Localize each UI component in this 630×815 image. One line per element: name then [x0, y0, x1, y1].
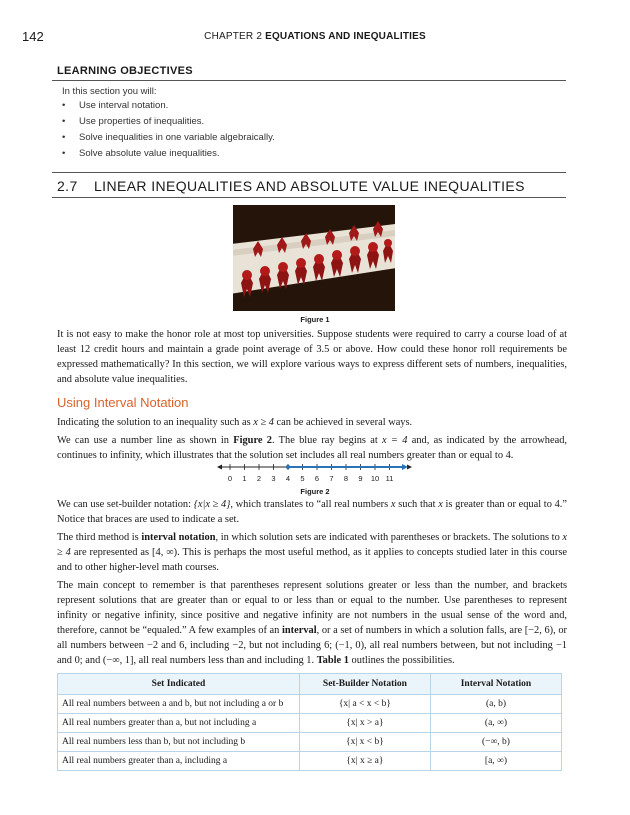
section-number: 2.7 [57, 178, 78, 194]
tick-label: 11 [385, 474, 394, 483]
figure-2-caption: Figure 2 [300, 487, 330, 496]
interval-notation-table [57, 673, 562, 771]
paragraph-4: The third method is interval notation, in which solution sets are indicated with parentheses or brackets. The solutions to x ≥ 4 are represented as [4, ∞). This is perhaps the most useful method, as it applies to concepts studied later in this course and to other higher-level math courses. [57, 532, 567, 573]
tick-label: 3 [271, 474, 276, 483]
objectives-intro: In this section you will: [62, 86, 157, 97]
divider [52, 80, 566, 81]
tick-label: 5 [300, 474, 305, 483]
table-row [58, 714, 562, 733]
tick-label: 8 [343, 474, 349, 483]
table-cell: {x| x < b} [299, 733, 430, 752]
table-cell: All real numbers greater than a, including a [58, 752, 300, 771]
figure-2-ref[interactable]: Figure 2 [233, 435, 272, 446]
table-1-ref[interactable]: Table 1 [316, 655, 349, 666]
column-header: Set Indicated [58, 674, 300, 695]
paragraph-2: We can use a number line as shown in Figure 2. The blue ray begins at x = 4 and, as indicated by the arrowhead, continues to infinity, which illustrates that the solution set includes all real numbers greater than or equal to 4. [57, 435, 567, 461]
table-cell: {x| x > a} [299, 714, 430, 733]
table-cell: All real numbers between a and b, but not including a or b [58, 695, 300, 714]
subsection-heading: Using Interval Notation [57, 395, 189, 410]
section-title-text: LINEAR INEQUALITIES AND ABSOLUTE VALUE INEQUALITIES [93, 178, 525, 194]
learning-objectives-heading: LEARNING OBJECTIVES [57, 65, 193, 77]
figure-1-caption: Figure 1 [300, 315, 330, 324]
table-row [58, 695, 562, 714]
page-number: 142 [22, 29, 44, 44]
running-header [0, 31, 630, 42]
tick-label: 1 [242, 474, 247, 483]
divider [52, 172, 566, 173]
list-item: • Solve absolute value inequalities. [62, 148, 220, 159]
table-cell: All real numbers less than b, but not including b [58, 733, 300, 752]
table-cell: [a, ∞) [430, 752, 561, 771]
table-cell: {x| x ≥ a} [299, 752, 430, 771]
tick-label: 7 [329, 474, 334, 483]
number-line-figure [217, 461, 412, 485]
tick-label: 9 [358, 474, 363, 483]
table-row [58, 752, 562, 771]
intro-paragraph: It is not easy to make the honor role at most top universities. Suppose students were required to carry a course load of at least 12 credit hours and maintain a grade point average of 3.5 or above. How could these honor roll requirements be expressed mathematically? In this section, we will explore various ways to express different sets of numbers, inequalities, and absolute value inequalities. [57, 329, 567, 385]
table-header-row [58, 674, 562, 695]
divider [52, 197, 566, 198]
paragraph-1: Indicating the solution to an inequality such as x ≥ 4 can be achieved in several ways. [57, 417, 413, 428]
term-interval: interval [281, 625, 317, 636]
table-cell: (−∞, b) [430, 733, 561, 752]
tick-label: 4 [285, 474, 291, 483]
table-cell: {x| a < x < b} [299, 695, 430, 714]
photo-illustration [233, 205, 395, 311]
paragraph-5: The main concept to remember is that parentheses represent solutions greater or less than the number, and brackets represent solutions that are greater than or equal to or less than or equal to the number. Use parentheses to represent infinity or negative infinity, since positive and negative infinity are not numbers in the usual sense of the word and, therefore, cannot be “equaled.” A few examples of an interval, or a set of numbers in which a solution falls, are [−2, 6), or all numbers between −2 and 6, including −2, but not including 6; (−1, 0), all real numbers between, but not including −1 and 0; and (−∞, 1], all real numbers less than and including 1. Table 1 outlines the possibilities. [57, 580, 567, 666]
section-title [57, 178, 525, 194]
honor-cords-photo [233, 205, 395, 311]
list-item: • Use properties of inequalities. [62, 116, 205, 127]
objectives-list [62, 99, 275, 163]
chapter-label: CHAPTER 2 [204, 31, 263, 42]
tick-label: 6 [314, 474, 320, 483]
tick-label: 10 [370, 474, 380, 483]
column-header: Set-Builder Notation [299, 674, 430, 695]
table-cell: All real numbers greater than a, but not including a [58, 714, 300, 733]
tick-label: 0 [227, 474, 233, 483]
chapter-title: EQUATIONS AND INEQUALITIES [265, 31, 426, 42]
list-item: • Solve inequalities in one variable algebraically. [62, 132, 275, 143]
left-arrowhead [217, 465, 222, 470]
tick-label: 2 [256, 474, 262, 483]
list-item: • Use interval notation. [62, 100, 169, 111]
paragraph-3: We can use set-builder notation: {x|x ≥ 4}, which translates to “all real numbers x such that x is greater than or equal to 4.” Notice that braces are used to indicate a set. [57, 499, 567, 525]
table-row [58, 733, 562, 752]
term-interval-notation: interval notation [141, 532, 216, 543]
table-cell: (a, b) [430, 695, 561, 714]
column-header: Interval Notation [430, 674, 561, 695]
ray-endpoint [286, 465, 290, 469]
table-cell: (a, ∞) [430, 714, 561, 733]
